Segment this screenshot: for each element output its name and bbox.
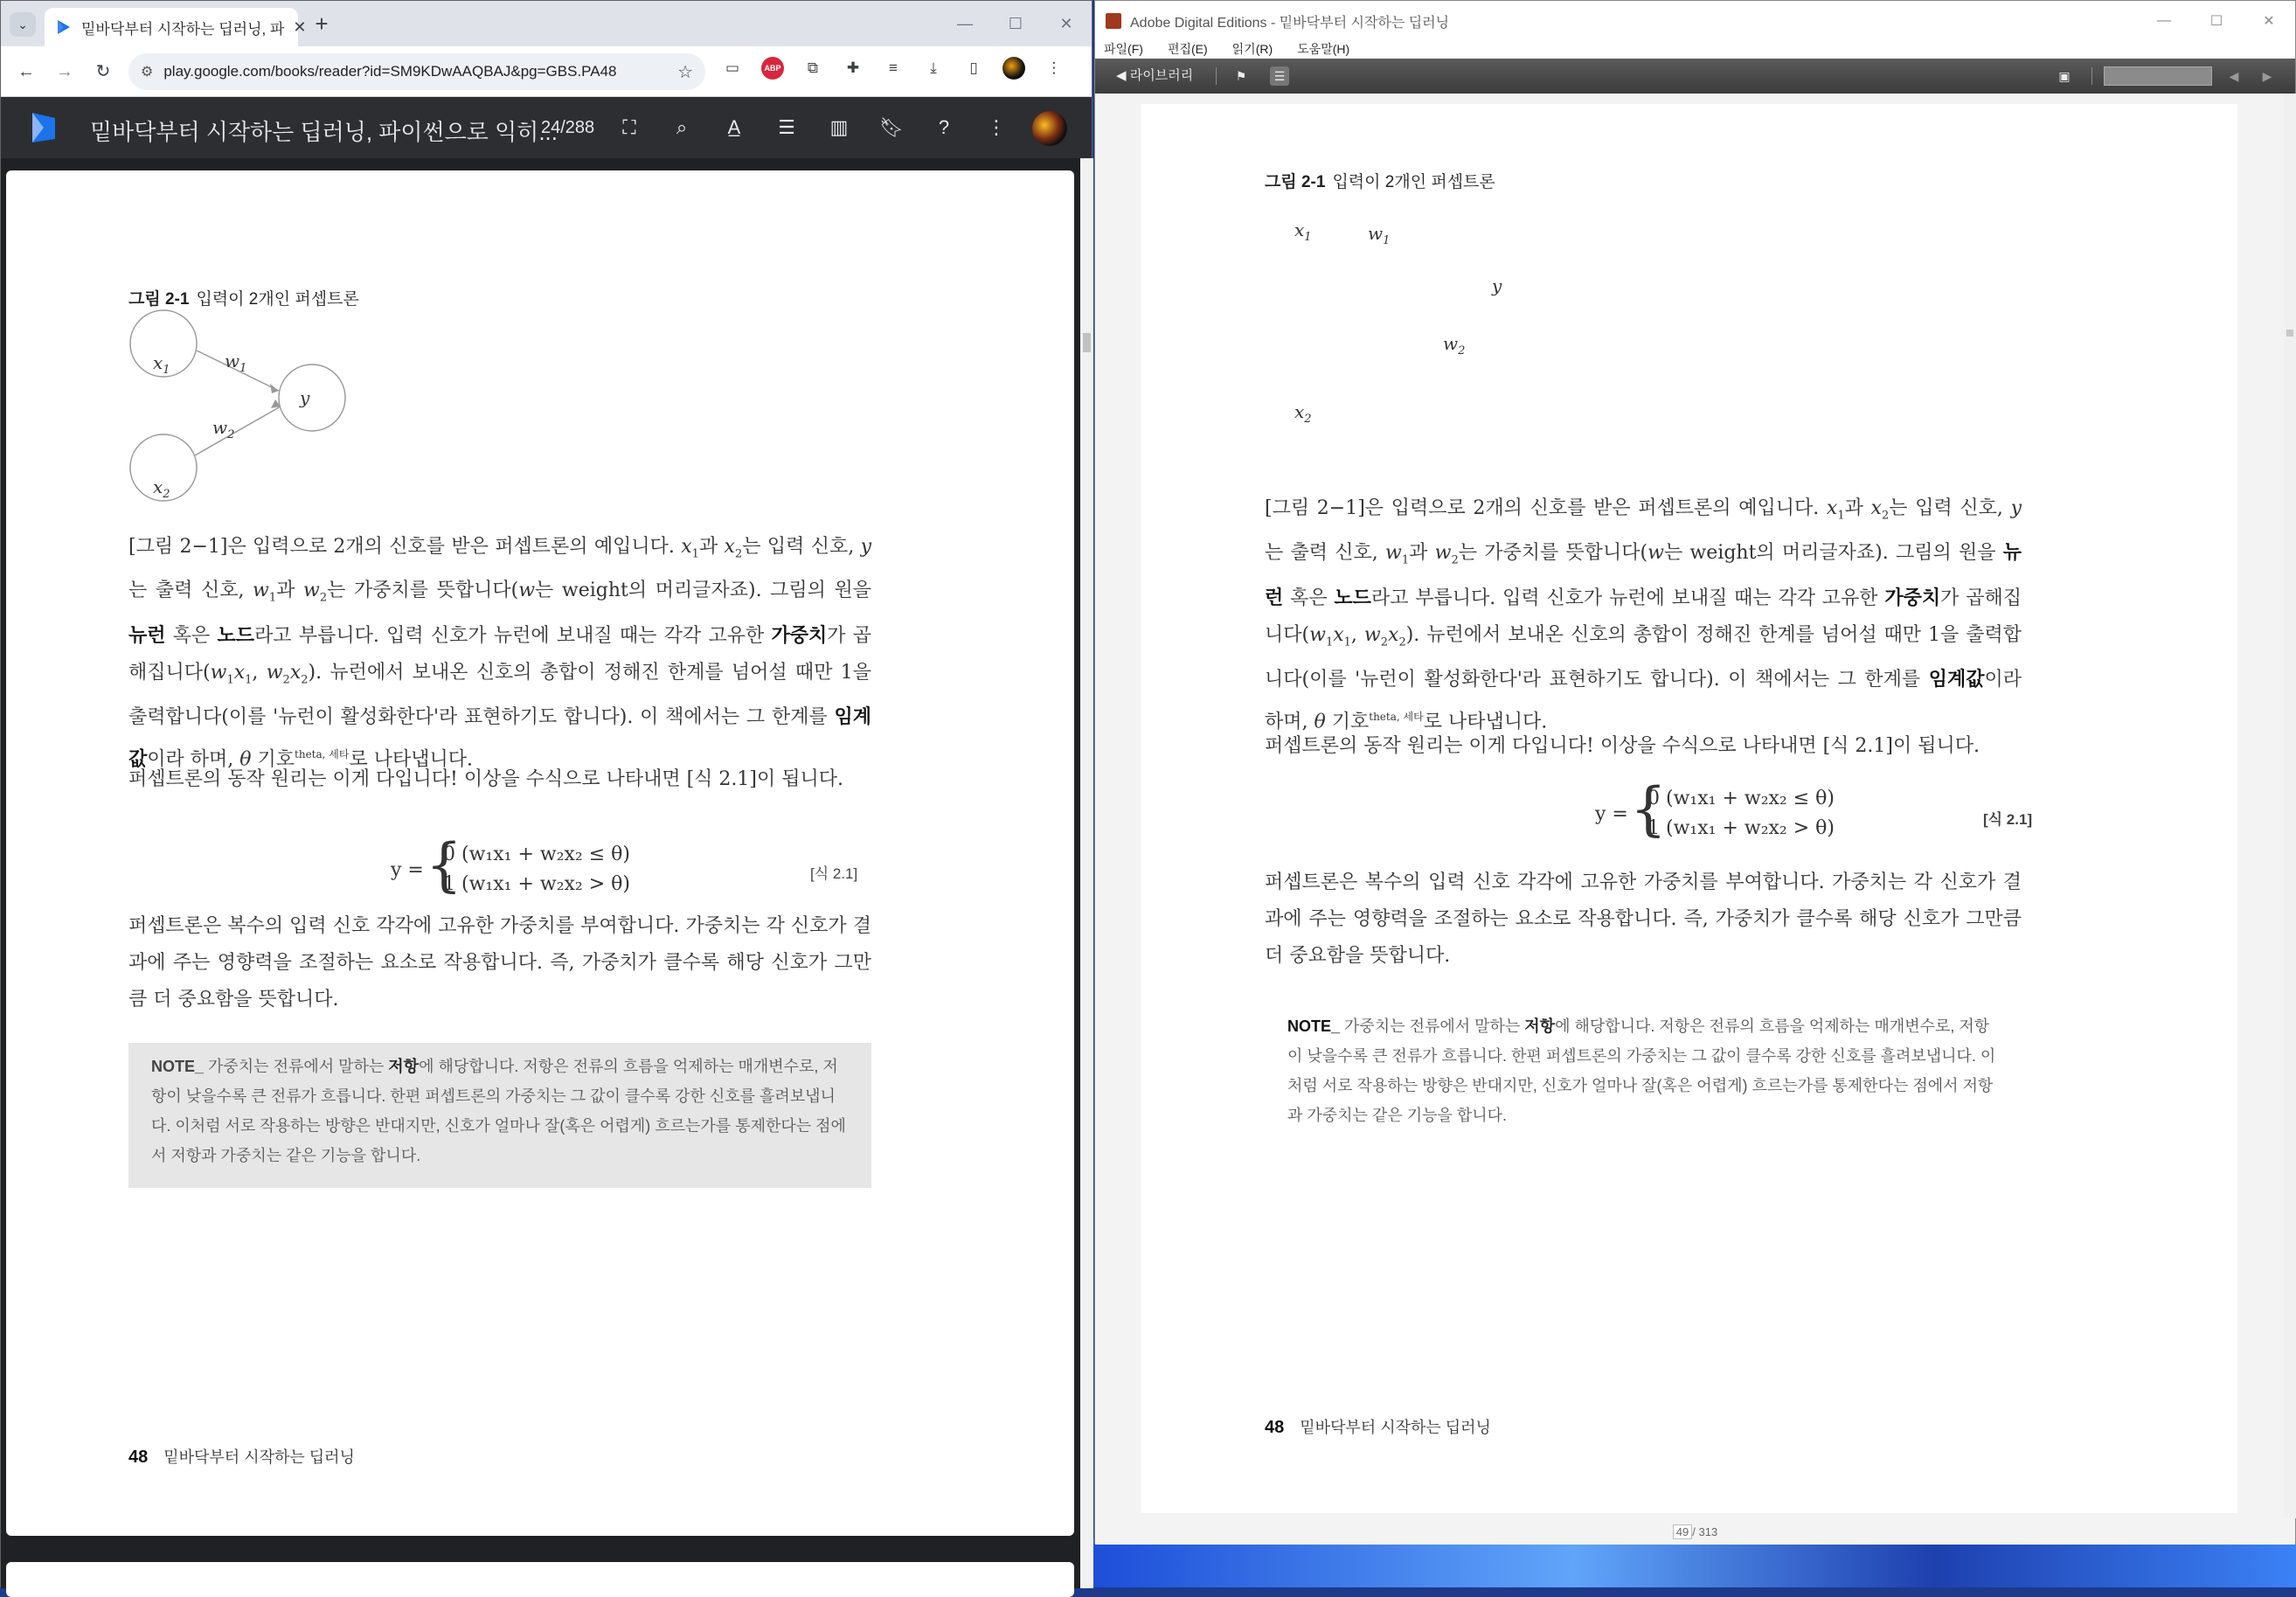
ade-maximize-button[interactable]: ☐ — [2209, 14, 2223, 29]
adblock-plus-icon[interactable]: ABP — [761, 57, 784, 80]
view-options-icon[interactable]: ▣ — [2058, 68, 2071, 83]
bookmark-star-icon[interactable]: ☆ — [677, 62, 693, 82]
figure-caption — [1265, 169, 1495, 192]
forward-button[interactable]: → — [56, 62, 73, 81]
bookmark-icon[interactable]: 🔖︎ — [879, 116, 904, 138]
reader-tools — [614, 113, 1011, 142]
ade-book-page — [1141, 104, 2237, 1513]
close-window-button[interactable]: ✕ — [1059, 14, 1073, 32]
ade-minimize-button[interactable]: — — [2157, 13, 2171, 28]
note-text: NOTE_ 가중치는 전류에서 말하는 저항에 해당합니다. 저항은 전류의 흐름을 억제하는 매개변수로, 저항이 낮을수록 큰 전류가 흐릅니다. 한편 퍼셉트론의 가중치는 그 값이 클수록 강한 신호를 흘려보냅니다. 이처럼 서로 작용하는 방향은 반대지만, 신호가 얼마나 잘(혹은 어렵게) 흐르는가를 통제한다는 점에서 저항과 가중치는 같은 기능을 합니다. — [151, 1058, 846, 1164]
paragraph-intro: [그림 2−1]은 입력으로 2개의 신호를 받은 퍼셉트론의 예입니다. $x_1$과 $x_2$는 입력 신호, y는 출력 신호, $w_1$과 $w_2$는 가중치를 뜻합니다(w는 weight의 머리글자죠). 그림의 원을 뉴런 혹은 노드라고 부릅니다. 입력 신호가 뉴런에 보내질 때는 각각 고유한 가중치가 곱해집니다($w_1x_1$, $w_2x_2$). 뉴런에서 보내온 신호의 총합이 정해진 한계를 넘어설 때만 1을 출력합니다(이를 '뉴런이 활성화한다'라 표현하기도 합니다). 이 책에서는 그 한계를 임계값이라 하며, θ 기호$^{theta, 세타}$로 나타냅니다. — [1265, 497, 2022, 733]
label-w1: $w_1$ — [1368, 223, 1391, 247]
arrow-head-1 — [270, 384, 279, 393]
tab-strip — [1, 1, 1092, 46]
extensions-row — [721, 57, 1065, 80]
bookmark-icon[interactable]: ⚑ — [1235, 68, 1247, 83]
close-icon[interactable]: ✕ — [293, 17, 307, 36]
equation-tag: [식 2.1] — [1983, 811, 2033, 828]
fullscreen-icon[interactable]: ⛶ — [622, 116, 636, 138]
browser-toolbar — [1, 46, 1092, 97]
ade-toolbar — [1095, 59, 2295, 94]
label-w1: $w_1$ — [225, 351, 247, 375]
figure-title: 입력이 2개인 퍼셉트론 — [1332, 173, 1495, 191]
ade-page-input[interactable] — [2104, 66, 2212, 86]
contents-list-icon[interactable]: ☰ — [1270, 66, 1289, 86]
equation-row-1: 0 (w₁x₁ + w₂x₂ ≤ θ) — [1647, 788, 1835, 809]
figure-label: 그림 2-1 — [128, 290, 190, 309]
page-scrollbar[interactable] — [1080, 158, 1093, 1588]
side-panel-icon[interactable]: ▯ — [969, 59, 978, 76]
equation-lhs: y = — [1595, 803, 1628, 825]
ade-titlebar — [1095, 1, 2295, 41]
footer-book-title: 밑바닥부터 시작하는 딥러닝 — [163, 1448, 355, 1466]
ade-status-bar — [1095, 1518, 2295, 1545]
profile-avatar[interactable] — [1002, 57, 1025, 80]
books-reader-header — [1, 97, 1092, 158]
more-menu-icon[interactable]: ⋮ — [1046, 59, 1062, 76]
tab-title: 밑바닥부터 시작하는 딥러닝, 파 — [81, 20, 285, 38]
text-format-icon[interactable]: A̲ — [727, 116, 741, 138]
paragraph-summary: 퍼셉트론의 동작 원리는 이게 다입니다! 이상을 수식으로 나타내면 [식 2.1]이 됩니다. — [128, 768, 843, 790]
equation-brace: { — [1630, 775, 1667, 843]
label-x2: $x_2$ — [1294, 401, 1312, 426]
download-icon[interactable]: ⤓ — [930, 59, 937, 76]
label-x1: $x_1$ — [1294, 219, 1312, 244]
equation-row-2: 1 (w₁x₁ + w₂x₂ > θ) — [1647, 817, 1835, 839]
help-icon[interactable]: ? — [938, 116, 950, 138]
puzzle-icon[interactable]: ✚ — [846, 59, 860, 76]
label-x1: $x_1$ — [153, 352, 170, 377]
ade-window-controls — [2138, 1, 2295, 41]
book-title: 밑바닥부터 시작하는 딥러닝, 파이썬으로 익히... — [90, 119, 558, 145]
ade-scrollbar[interactable] — [2284, 94, 2296, 1518]
menu-edit[interactable]: 편집(E) — [1167, 42, 1208, 56]
maximize-button[interactable]: ☐ — [1008, 14, 1023, 32]
more-options-icon[interactable]: ⋮ — [987, 116, 1006, 138]
equation-lhs: y = — [391, 859, 424, 881]
book-page — [6, 170, 1074, 1536]
two-page-view-icon[interactable]: ▥ — [829, 116, 849, 138]
menu-file[interactable]: 파일(F) — [1104, 42, 1143, 56]
page-footer — [1265, 1415, 1491, 1438]
page-footer — [128, 1445, 355, 1468]
library-button[interactable]: ◀ 라이브러리 — [1116, 68, 1194, 83]
extension-icon[interactable]: ⧉ — [807, 59, 819, 76]
page-number: 48 — [1265, 1418, 1285, 1437]
ade-window — [1094, 0, 2296, 1544]
label-x2: $x_2$ — [153, 476, 170, 501]
tab-search-button[interactable] — [10, 12, 36, 37]
reader-avatar[interactable] — [1032, 111, 1067, 146]
reload-button[interactable]: ↻ — [95, 62, 111, 81]
site-info-icon[interactable]: ⚙ — [141, 65, 154, 80]
minimize-button[interactable]: — — [957, 14, 973, 32]
toolbar-separator — [1216, 67, 1217, 85]
page-indicator: 24/288 — [541, 118, 595, 137]
figure-title: 입력이 2개인 퍼셉트론 — [196, 290, 359, 309]
note-text: NOTE_ 가중치는 전류에서 말하는 저항에 해당합니다. 저항은 전류의 흐름을 억제하는 매개변수로, 저항이 낮을수록 큰 전류가 흐릅니다. 한편 퍼셉트론의 가중치는 그 값이 클수록 강한 신호를 흘려보냅니다. 이처럼 서로 작용하는 방향은 반대지만, 신호가 얼마나 잘(혹은 어렵게) 흐르는가를 통제한다는 점에서 저항과 가중치는 같은 기능을 합니다. — [1287, 1017, 1996, 1124]
menu-read[interactable]: 읽기(R) — [1231, 42, 1273, 56]
ade-scrollbar-thumb[interactable] — [2286, 330, 2293, 337]
equation-row-2: 1 (w₁x₁ + w₂x₂ > θ) — [443, 873, 630, 895]
cast-icon[interactable]: ▭ — [725, 59, 740, 76]
toolbar-separator-2 — [2091, 67, 2092, 85]
note-box — [128, 1043, 871, 1188]
back-button[interactable]: ← — [17, 62, 35, 81]
status-total-pages: / 313 — [1692, 1524, 1718, 1538]
contents-icon[interactable]: ☰ — [778, 116, 795, 138]
edge-x2-y — [195, 406, 281, 455]
equation-row-1: 0 (w₁x₁ + w₂x₂ ≤ θ) — [443, 844, 630, 865]
ade-reading-area — [1095, 94, 2284, 1518]
google-play-books-icon — [55, 18, 73, 36]
reader-viewport — [1, 158, 1080, 1588]
play-books-logo-icon[interactable] — [31, 113, 57, 142]
paragraph-summary: 퍼셉트론의 동작 원리는 이게 다입니다! 이상을 수식으로 나타내면 [식 2.1]이 됩니다. — [1265, 735, 1980, 757]
label-w2: $w_2$ — [1443, 333, 1466, 358]
desktop-wallpaper — [1093, 1538, 2296, 1587]
ade-close-button[interactable]: ✕ — [2263, 14, 2275, 29]
label-y: y — [300, 387, 310, 408]
equation-tag: [식 2.1] — [810, 865, 858, 882]
scrollbar-thumb[interactable] — [1083, 333, 1091, 352]
paragraph-intro: [그림 2−1]은 입력으로 2개의 신호를 받은 퍼셉트론의 예입니다. $x_1$과 $x_2$는 입력 신호, y는 출력 신호, $w_1$과 $w_2$는 가중치를 뜻합니다(w는 weight의 머리글자죠). 그림의 원을 뉴런 혹은 노드라고 부릅니다. 입력 신호가 뉴런에 보내질 때는 각각 고유한 가중치가 곱해집니다($w_1x_1$, $w_2x_2$). 뉴런에서 보내온 신호의 총합이 정해진 한계를 넘어설 때만 1을 출력합니다(이를 '뉴런이 활성화한다'라 표현하기도 합니다). 이 책에서는 그 한계를 임계값이라 하며, θ 기호$^{theta, 세타}$로 나타냅니다. — [128, 536, 872, 771]
paragraph-weights: 퍼셉트론은 복수의 입력 신호 각각에 고유한 가중치를 부여합니다. 가중치는 각 신호가 결과에 주는 영향력을 조절하는 요소로 작용합니다. 즉, 가중치가 클수록 해당 신호가 그만큼 더 중요함을 뜻합니다. — [1265, 871, 2022, 967]
footer-book-title: 밑바닥부터 시작하는 딥러닝 — [1300, 1419, 1491, 1436]
label-w2: $w_2$ — [212, 417, 235, 441]
address-bar[interactable] — [128, 53, 705, 90]
search-icon[interactable]: ⌕ — [676, 116, 688, 138]
window-controls — [940, 1, 1092, 46]
figure-label: 그림 2-1 — [1265, 173, 1326, 191]
reading-list-icon[interactable]: ≡ — [889, 59, 898, 76]
next-page-icon[interactable]: ▶ — [2262, 68, 2272, 83]
label-y: y — [1492, 275, 1502, 296]
page-number: 48 — [128, 1448, 149, 1467]
ade-window-title: Adobe Digital Editions - 밑바닥부터 시작하는 딥러닝 — [1130, 16, 1450, 31]
figure-caption — [128, 286, 359, 309]
new-tab-button[interactable]: + — [315, 10, 329, 37]
paragraph-weights: 퍼셉트론은 복수의 입력 신호 각각에 고유한 가중치를 부여합니다. 가중치는 각 신호가 결과에 주는 영향력을 조절하는 요소로 작용합니다. 즉, 가중치가 클수록 해당 신호가 그만큼 더 중요함을 뜻합니다. — [128, 915, 871, 1010]
ade-app-icon — [1106, 13, 1121, 29]
chrome-window — [0, 0, 1093, 1587]
status-current-page: 49 — [1673, 1524, 1692, 1539]
next-page-edge — [6, 1562, 1074, 1597]
url-text[interactable]: play.google.com/books/reader?id=SM9KDwAAQBAJ&pg=GBS.PA48 — [163, 63, 617, 80]
equation-brace: { — [426, 831, 462, 899]
node-y — [279, 365, 345, 431]
prev-page-icon[interactable]: ◀ — [2229, 68, 2239, 83]
tab-google-books[interactable] — [45, 8, 307, 46]
menu-help[interactable]: 도움말(H) — [1297, 42, 1350, 56]
ade-menubar — [1095, 39, 2295, 59]
chevron-down-icon: ⌄ — [17, 17, 28, 31]
